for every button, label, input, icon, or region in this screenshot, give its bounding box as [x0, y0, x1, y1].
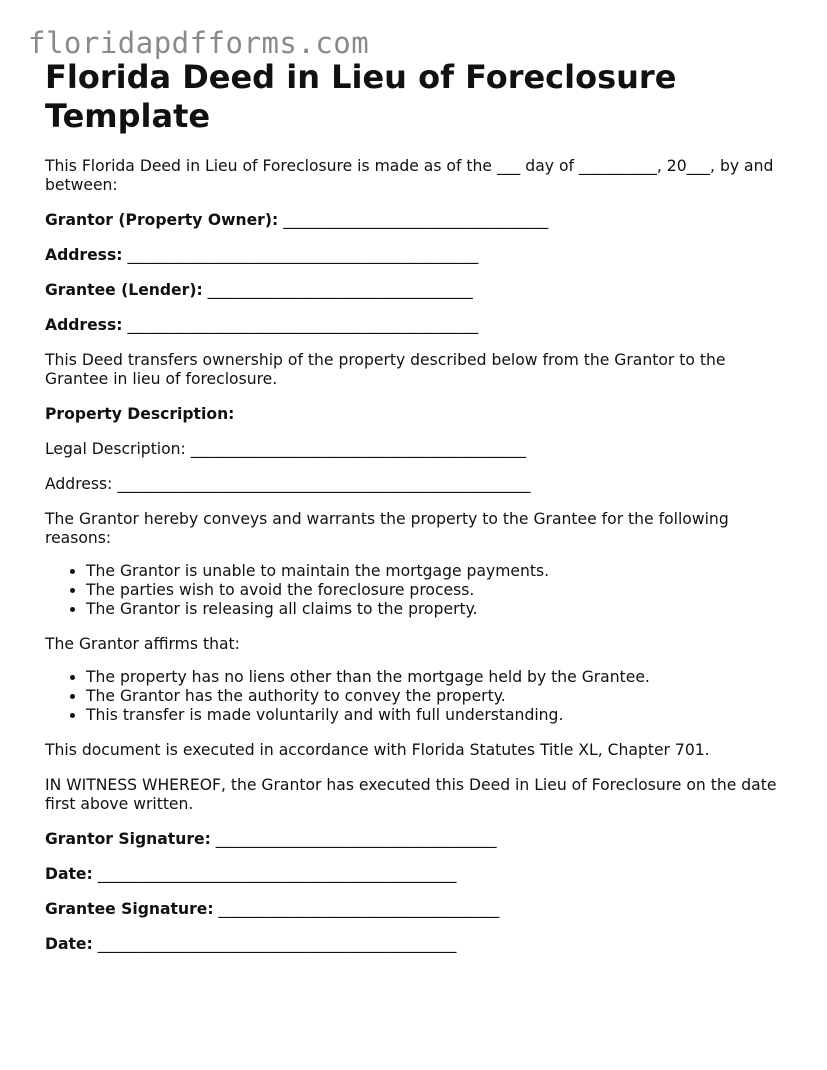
statute-paragraph: This document is executed in accordance with Florida Statutes Title XL, Chapter 701.	[45, 741, 710, 759]
grantor-name-field	[45, 211, 785, 230]
list-item: • The property has no liens other than the mortgage held by the Grantee.	[86, 668, 785, 687]
field-label: Grantor Signature:	[45, 830, 211, 848]
legal-description-field	[45, 440, 785, 459]
field-label: Grantee Signature:	[45, 900, 214, 918]
intro-paragraph: This Florida Deed in Lieu of Foreclosure is made as of the ___ day of __________, 20___, by and between:	[45, 157, 774, 194]
field-label: Address:	[45, 475, 113, 493]
blank-line: _____________________________________________	[127, 316, 479, 334]
affirms-intro: The Grantor affirms that:	[45, 635, 240, 653]
list-item: • The parties wish to avoid the foreclosure process.	[86, 581, 785, 600]
field-label: Legal Description:	[45, 440, 186, 458]
list-item: • The Grantor is unable to maintain the mortgage payments.	[86, 562, 785, 581]
affirms-list	[45, 668, 785, 725]
property-address-field	[45, 475, 785, 494]
document-body	[45, 157, 785, 970]
reasons-intro: The Grantor hereby conveys and warrants the property to the Grantee for the following reasons:	[45, 510, 729, 547]
field-label: Date:	[45, 865, 93, 883]
grantee-signature-field	[45, 900, 785, 919]
transfer-paragraph: This Deed transfers ownership of the property described below from the Grantor to the Grantee in lieu of foreclosure.	[45, 351, 726, 388]
field-label: Date:	[45, 935, 93, 953]
site-watermark: floridapdfforms.com	[28, 26, 370, 60]
blank-line: ______________________________________________	[97, 935, 457, 953]
blank-line: ____________________________________	[215, 830, 497, 848]
grantee-name-field	[45, 281, 785, 300]
grantee-address-field	[45, 316, 785, 335]
list-item: • This transfer is made voluntarily and with full understanding.	[86, 706, 785, 725]
blank-line: ______________________________________________	[97, 865, 457, 883]
witness-paragraph: IN WITNESS WHEREOF, the Grantor has executed this Deed in Lieu of Foreclosure on the date first above written.	[45, 776, 777, 813]
grantor-date-field	[45, 865, 785, 884]
grantor-signature-field	[45, 830, 785, 849]
grantee-date-field	[45, 935, 785, 954]
blank-line: ____________________________________	[218, 900, 500, 918]
blank-line: ___________________________________________	[190, 440, 527, 458]
blank-line: __________________________________	[283, 211, 549, 229]
field-label: Address:	[45, 246, 123, 264]
document-title: Florida Deed in Lieu of Foreclosure Template	[45, 58, 677, 135]
field-label: Grantee (Lender):	[45, 281, 203, 299]
list-item: • The Grantor is releasing all claims to the property.	[86, 600, 785, 619]
blank-line: _____________________________________________________	[117, 475, 531, 493]
property-heading: Property Description:	[45, 405, 235, 423]
reasons-list	[45, 562, 785, 619]
field-label: Grantor (Property Owner):	[45, 211, 279, 229]
blank-line: _____________________________________________	[127, 246, 479, 264]
blank-line: __________________________________	[207, 281, 473, 299]
grantor-address-field	[45, 246, 785, 265]
list-item: • The Grantor has the authority to convey the property.	[86, 687, 785, 706]
field-label: Address:	[45, 316, 123, 334]
